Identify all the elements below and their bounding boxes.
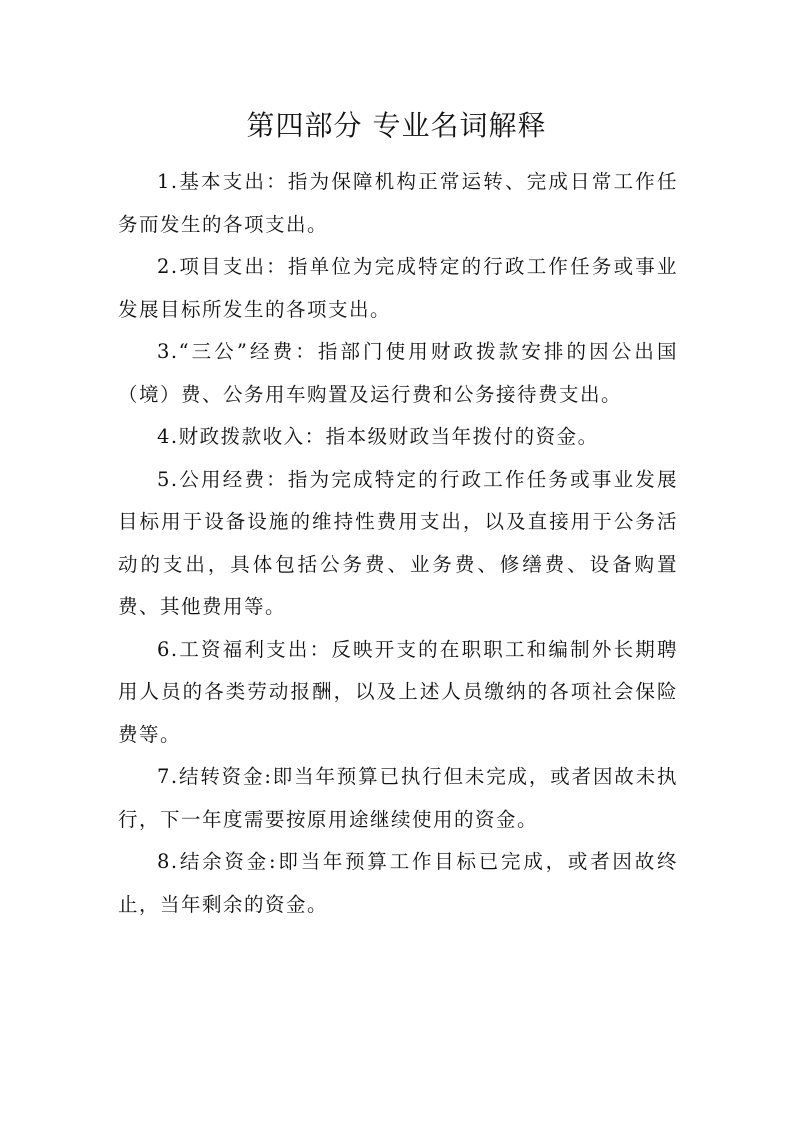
definition-term: 1.基本支出： bbox=[157, 170, 288, 193]
definitions-list bbox=[118, 161, 678, 926]
definition-item bbox=[118, 416, 678, 459]
definition-text: 指本级财政当年拨付的资金。 bbox=[325, 425, 599, 448]
definition-text: 指部门使用财政拨款安排的因公出国（境）费、公务用车购置及运行费和公务接待费支出。 bbox=[118, 340, 678, 406]
definition-term: 2.项目支出： bbox=[157, 255, 288, 278]
definition-item bbox=[118, 459, 678, 629]
definition-text: 反映开支的在职职工和编制外长期聘用人员的各类劳动报酬，以及上述人员缴纳的各项社会保险费等。 bbox=[118, 637, 678, 746]
definition-text: 指单位为完成特定的行政工作任务或事业发展目标所发生的各项支出。 bbox=[118, 255, 678, 321]
definition-text: 即当年预算工作目标已完成，或者因故终止，当年剩余的资金。 bbox=[118, 850, 678, 916]
definition-term: 6.工资福利支出： bbox=[157, 637, 332, 661]
definition-item bbox=[118, 629, 678, 757]
definition-item bbox=[118, 246, 678, 331]
definition-text: 指为完成特定的行政工作任务或事业发展目标用于设备设施的维持性费用支出，以及直接用于公务活动的支出，具体包括公务费、业务费、修缮费、设备购置费、其他费用等。 bbox=[118, 467, 678, 618]
definition-item bbox=[118, 161, 678, 246]
definition-item bbox=[118, 331, 678, 416]
page-title: 第四部分 专业名词解释 bbox=[246, 109, 547, 142]
definition-text: 指为保障机构正常运转、完成日常工作任务而发生的各项支出。 bbox=[118, 170, 678, 236]
definition-item bbox=[118, 756, 678, 841]
definition-term: 4.财政拨款收入： bbox=[157, 425, 326, 448]
definition-term: 3.“三公”经费： bbox=[157, 340, 318, 363]
definition-text: 即当年预算已执行但未完成，或者因故未执行，下一年度需要按原用途继续使用的资金。 bbox=[118, 765, 678, 831]
definition-term: 8.结余资金: bbox=[157, 850, 278, 873]
definition-item bbox=[118, 841, 678, 926]
definition-term: 5.公用经费： bbox=[157, 467, 288, 491]
definition-term: 7.结转资金: bbox=[157, 765, 273, 788]
